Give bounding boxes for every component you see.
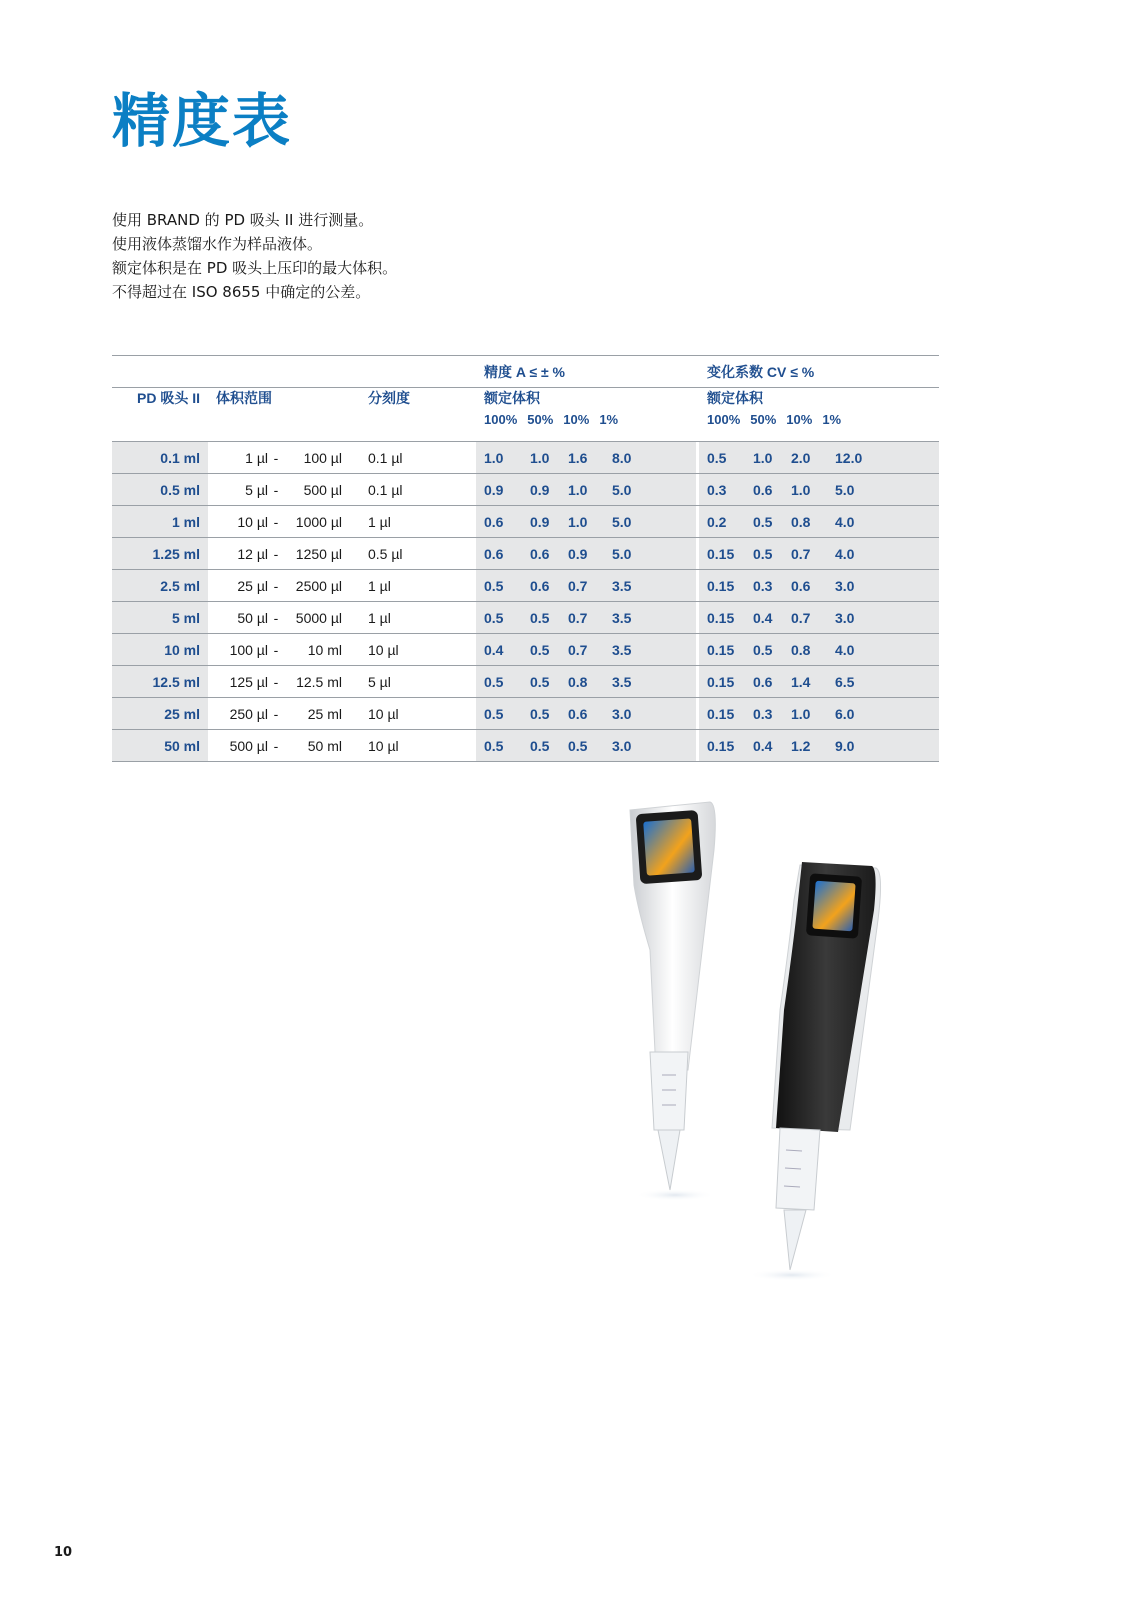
range-dash: - xyxy=(273,705,279,722)
white-pipette xyxy=(630,802,715,1201)
pct-10: 10% xyxy=(563,412,590,427)
table-row xyxy=(112,602,939,634)
table-row xyxy=(112,730,939,762)
cv-cells xyxy=(699,474,939,506)
graduation: 5 µl xyxy=(350,666,476,698)
graduation: 0.1 µl xyxy=(350,474,476,506)
accuracy-value: 3.5 xyxy=(612,577,632,594)
cv-cells xyxy=(699,698,939,730)
accuracy-value: 0.5 xyxy=(484,609,504,626)
pct-1: 1% xyxy=(822,412,842,427)
cv-value: 0.4 xyxy=(753,609,773,626)
accuracy-value: 0.7 xyxy=(568,609,588,626)
accuracy-value: 1.6 xyxy=(568,449,588,466)
accuracy-value: 1.0 xyxy=(568,513,588,530)
accuracy-value: 1.0 xyxy=(568,481,588,498)
accuracy-value: 0.5 xyxy=(484,705,504,722)
range-from: 10 µl xyxy=(237,513,268,530)
intro-text xyxy=(112,208,397,304)
cv-value: 1.0 xyxy=(791,705,811,722)
cv-value: 0.4 xyxy=(753,737,773,754)
accuracy-value: 0.5 xyxy=(484,673,504,690)
group-accuracy-label: 精度 A ≤ ± % xyxy=(476,356,696,388)
table-column-header xyxy=(112,388,939,442)
pct-labels xyxy=(707,412,939,427)
cv-value: 0.8 xyxy=(791,641,811,658)
graduation: 1 µl xyxy=(350,602,476,634)
range-to: 25 ml xyxy=(307,705,342,722)
volume-range xyxy=(208,698,350,730)
pct-labels xyxy=(484,412,696,427)
accuracy-value: 0.7 xyxy=(568,577,588,594)
range-dash: - xyxy=(273,513,279,530)
cv-cells xyxy=(699,506,939,538)
range-to: 5000 µl xyxy=(295,609,342,626)
range-dash: - xyxy=(273,577,279,594)
accuracy-value: 0.9 xyxy=(484,481,504,498)
accuracy-value: 0.5 xyxy=(530,705,550,722)
table-row xyxy=(112,506,939,538)
graduation: 0.1 µl xyxy=(350,442,476,474)
accuracy-cells xyxy=(476,666,696,698)
range-to: 50 ml xyxy=(307,737,342,754)
cv-cells xyxy=(699,538,939,570)
volume-range xyxy=(208,570,350,602)
volume-range xyxy=(208,474,350,506)
accuracy-cells xyxy=(476,570,696,602)
cv-value: 3.0 xyxy=(835,609,855,626)
cv-value: 0.15 xyxy=(707,705,735,722)
volume-range xyxy=(208,666,350,698)
cv-value: 6.5 xyxy=(835,673,855,690)
range-from: 125 µl xyxy=(229,673,268,690)
cv-cells xyxy=(699,570,939,602)
cv-value: 6.0 xyxy=(835,705,855,722)
cv-value: 0.3 xyxy=(707,481,727,498)
accuracy-value: 0.8 xyxy=(568,673,588,690)
accuracy-value: 0.6 xyxy=(530,577,550,594)
group-cv-label: 变化系数 CV ≤ % xyxy=(699,356,939,388)
table-row xyxy=(112,474,939,506)
graduation: 10 µl xyxy=(350,698,476,730)
range-dash: - xyxy=(273,641,279,658)
page-title: 精度表 xyxy=(112,87,293,155)
volume-range xyxy=(208,634,350,666)
tip-volume: 2.5 ml xyxy=(112,570,208,602)
accuracy-value: 1.0 xyxy=(484,449,504,466)
cv-value: 0.6 xyxy=(791,577,811,594)
tip-volume: 0.1 ml xyxy=(112,442,208,474)
cv-value: 0.7 xyxy=(791,545,811,562)
cv-value: 0.2 xyxy=(707,513,727,530)
range-from: 25 µl xyxy=(237,577,268,594)
accuracy-value: 0.4 xyxy=(484,641,504,658)
intro-line: 使用 BRAND 的 PD 吸头 II 进行测量。 xyxy=(112,211,374,229)
pct-50: 50% xyxy=(750,412,777,427)
range-dash: - xyxy=(273,737,279,754)
tip-volume: 25 ml xyxy=(112,698,208,730)
range-dash: - xyxy=(273,609,279,626)
range-to: 1000 µl xyxy=(295,513,342,530)
pct-1: 1% xyxy=(599,412,619,427)
tip-volume: 50 ml xyxy=(112,730,208,762)
range-dash: - xyxy=(273,673,279,690)
accuracy-cells xyxy=(476,698,696,730)
cv-value: 0.5 xyxy=(753,545,773,562)
accuracy-cells xyxy=(476,506,696,538)
accuracy-cells xyxy=(476,602,696,634)
accuracy-cells xyxy=(476,634,696,666)
cv-value: 1.4 xyxy=(791,673,811,690)
accuracy-cells xyxy=(476,730,696,762)
range-dash: - xyxy=(273,481,279,498)
volume-range xyxy=(208,506,350,538)
table-row xyxy=(112,570,939,602)
cv-value: 0.15 xyxy=(707,545,735,562)
table-row xyxy=(112,442,939,474)
table-row xyxy=(112,698,939,730)
cv-value: 0.3 xyxy=(753,705,773,722)
cv-value: 4.0 xyxy=(835,545,855,562)
table-row xyxy=(112,634,939,666)
range-from: 5 µl xyxy=(245,481,268,498)
accuracy-table xyxy=(112,355,939,762)
cv-value: 9.0 xyxy=(835,737,855,754)
table-row xyxy=(112,538,939,570)
range-from: 100 µl xyxy=(229,641,268,658)
range-dash: - xyxy=(273,449,279,466)
accuracy-value: 3.0 xyxy=(612,737,632,754)
cv-value: 0.6 xyxy=(753,673,773,690)
accuracy-cells xyxy=(476,538,696,570)
accuracy-value: 0.6 xyxy=(530,545,550,562)
accuracy-value: 0.5 xyxy=(484,577,504,594)
cv-value: 3.0 xyxy=(835,577,855,594)
pipette-product-photo xyxy=(580,790,910,1350)
cv-value: 4.0 xyxy=(835,641,855,658)
cv-value: 0.15 xyxy=(707,737,735,754)
tip-volume: 1.25 ml xyxy=(112,538,208,570)
accuracy-value: 0.9 xyxy=(530,481,550,498)
range-dash: - xyxy=(273,545,279,562)
accuracy-value: 3.0 xyxy=(612,705,632,722)
col-tip-header: PD 吸头 II xyxy=(112,388,208,442)
intro-line: 不得超过在 ISO 8655 中确定的公差。 xyxy=(112,283,371,301)
accuracy-value: 0.5 xyxy=(484,737,504,754)
range-from: 50 µl xyxy=(237,609,268,626)
cv-value: 1.0 xyxy=(791,481,811,498)
accuracy-value: 0.5 xyxy=(530,609,550,626)
accuracy-value: 0.6 xyxy=(568,705,588,722)
cv-value: 1.2 xyxy=(791,737,811,754)
accuracy-cells xyxy=(476,442,696,474)
nominal-volume-label: 额定体积 xyxy=(707,390,763,406)
cv-value: 0.5 xyxy=(753,513,773,530)
accuracy-value: 0.6 xyxy=(484,513,504,530)
table-row xyxy=(112,666,939,698)
range-to: 10 ml xyxy=(307,641,342,658)
graduation: 0.5 µl xyxy=(350,538,476,570)
col-grad-header: 分刻度 xyxy=(350,388,476,442)
col-cv-header xyxy=(699,388,939,442)
volume-range xyxy=(208,442,350,474)
accuracy-value: 0.9 xyxy=(568,545,588,562)
tip-volume: 12.5 ml xyxy=(112,666,208,698)
cv-value: 0.3 xyxy=(753,577,773,594)
cv-value: 5.0 xyxy=(835,481,855,498)
black-pipette xyxy=(748,862,881,1281)
cv-value: 4.0 xyxy=(835,513,855,530)
tip-volume: 1 ml xyxy=(112,506,208,538)
cv-value: 0.5 xyxy=(707,449,727,466)
cv-value: 0.6 xyxy=(753,481,773,498)
col-acc-header xyxy=(476,388,696,442)
cv-value: 1.0 xyxy=(753,449,773,466)
page-number: 10 xyxy=(54,1545,73,1560)
accuracy-value: 3.5 xyxy=(612,673,632,690)
volume-range xyxy=(208,730,350,762)
range-to: 100 µl xyxy=(303,449,342,466)
graduation: 10 µl xyxy=(350,634,476,666)
intro-line: 使用液体蒸馏水作为样品液体。 xyxy=(112,235,323,253)
accuracy-value: 5.0 xyxy=(612,545,632,562)
accuracy-value: 0.7 xyxy=(568,641,588,658)
accuracy-value: 0.9 xyxy=(530,513,550,530)
cv-value: 0.8 xyxy=(791,513,811,530)
cv-cells xyxy=(699,666,939,698)
accuracy-value: 0.5 xyxy=(530,673,550,690)
table-group-header xyxy=(112,356,939,388)
graduation: 1 µl xyxy=(350,570,476,602)
volume-range xyxy=(208,538,350,570)
pct-100: 100% xyxy=(484,412,518,427)
tip-volume: 5 ml xyxy=(112,602,208,634)
volume-range xyxy=(208,602,350,634)
range-to: 12.5 ml xyxy=(296,673,342,690)
graduation: 10 µl xyxy=(350,730,476,762)
range-from: 250 µl xyxy=(229,705,268,722)
range-from: 1 µl xyxy=(245,449,268,466)
cv-value: 12.0 xyxy=(835,449,863,466)
accuracy-value: 0.6 xyxy=(484,545,504,562)
cv-cells xyxy=(699,442,939,474)
cv-value: 0.15 xyxy=(707,577,735,594)
accuracy-cells xyxy=(476,474,696,506)
pct-10: 10% xyxy=(786,412,813,427)
range-from: 12 µl xyxy=(237,545,268,562)
pct-100: 100% xyxy=(707,412,741,427)
cv-value: 0.5 xyxy=(753,641,773,658)
tip-volume: 10 ml xyxy=(112,634,208,666)
cv-value: 2.0 xyxy=(791,449,811,466)
accuracy-value: 3.5 xyxy=(612,641,632,658)
accuracy-value: 3.5 xyxy=(612,609,632,626)
pct-50: 50% xyxy=(527,412,554,427)
accuracy-value: 5.0 xyxy=(612,513,632,530)
cv-value: 0.15 xyxy=(707,673,735,690)
col-range-header: 体积范围 xyxy=(208,388,350,442)
accuracy-value: 8.0 xyxy=(612,449,632,466)
cv-value: 0.15 xyxy=(707,609,735,626)
range-to: 2500 µl xyxy=(295,577,342,594)
range-to: 500 µl xyxy=(303,481,342,498)
tip-volume: 0.5 ml xyxy=(112,474,208,506)
accuracy-value: 1.0 xyxy=(530,449,550,466)
range-from: 500 µl xyxy=(229,737,268,754)
cv-cells xyxy=(699,730,939,762)
graduation: 1 µl xyxy=(350,506,476,538)
accuracy-value: 0.5 xyxy=(530,641,550,658)
range-to: 1250 µl xyxy=(295,545,342,562)
cv-cells xyxy=(699,602,939,634)
cv-cells xyxy=(699,634,939,666)
intro-line: 额定体积是在 PD 吸头上压印的最大体积。 xyxy=(112,259,398,277)
cv-value: 0.7 xyxy=(791,609,811,626)
cv-value: 0.15 xyxy=(707,641,735,658)
accuracy-value: 0.5 xyxy=(530,737,550,754)
nominal-volume-label: 额定体积 xyxy=(484,390,540,406)
accuracy-value: 0.5 xyxy=(568,737,588,754)
accuracy-value: 5.0 xyxy=(612,481,632,498)
